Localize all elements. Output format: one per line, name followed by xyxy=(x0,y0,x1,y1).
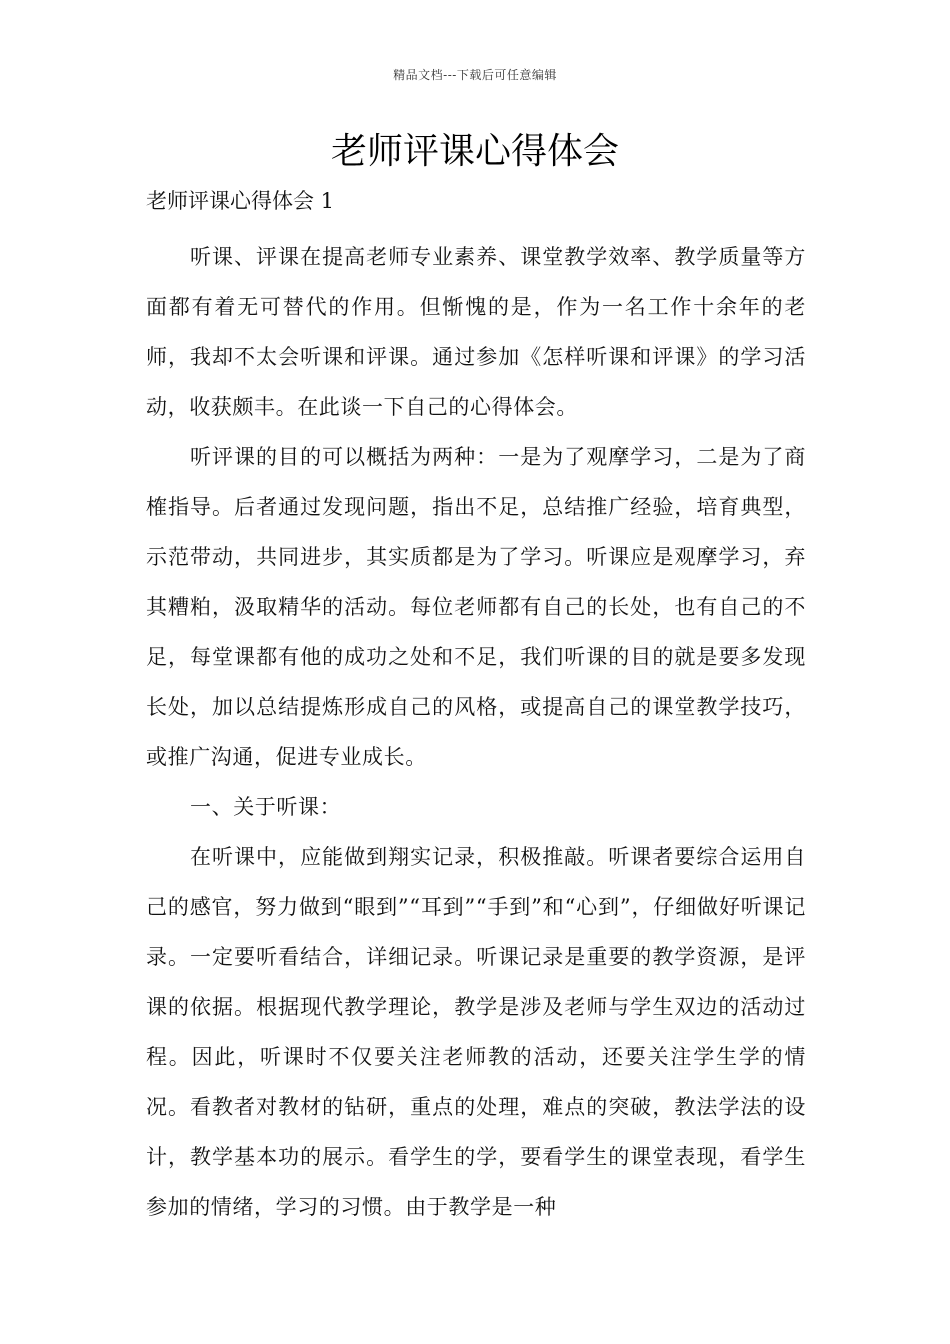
body-text xyxy=(146,232,806,1232)
header-note: 精品文档---下载后可任意编辑 xyxy=(393,68,557,82)
document-title: 老师评课心得体会 xyxy=(330,131,619,172)
paragraph-3: 在听课中，应能做到翔实记录，积极推敲。听课者要综合运用自己的感官，努力做到“眼到”“耳到”“手到”和“心到”，仔细做好听课记录。一定要听看结合，详细记录。听课记录是重要的教学资源，是评课的依据。根据现代教学理论，教学是涉及老师与学生双边的活动过程。因此，听课时不仅要关注老师教的活动，还要关注学生学的情况。看教者对教材的钻研，重点的处理，难点的突破，教法学法的设计，教学基本功的展示。看学生的学，要看学生的课堂表现，看学生参加的情绪，学习的习惯。由于教学是一种 xyxy=(146,845,806,1219)
section-subtitle: 老师评课心得体会 1 xyxy=(146,189,335,213)
paragraph-2: 听评课的目的可以概括为两种：一是为了观摩学习，二是为了商榷指导。后者通过发现问题，指出不足，总结推广经验，培育典型，示范带动，共同进步，其实质都是为了学习。听课应是观摩学习，弃其糟粕，汲取精华的活动。每位老师都有自己的长处，也有自己的不足，每堂课都有他的成功之处和不足，我们听课的目的就是要多发现长处，加以总结提炼形成自己的风格，或提高自己的课堂教学技巧，或推广沟通，促进专业成长。 xyxy=(146,445,806,769)
section-heading-listening: 一、关于听课： xyxy=(190,795,342,819)
paragraph-1: 听课、评课在提高老师专业素养、课堂教学效率、教学质量等方面都有着无可替代的作用。但惭愧的是，作为一名工作十余年的老师，我却不太会听课和评课。通过参加《怎样听课和评课》的学习活动，收获颇丰。在此谈一下自己的心得体会。 xyxy=(146,245,806,419)
